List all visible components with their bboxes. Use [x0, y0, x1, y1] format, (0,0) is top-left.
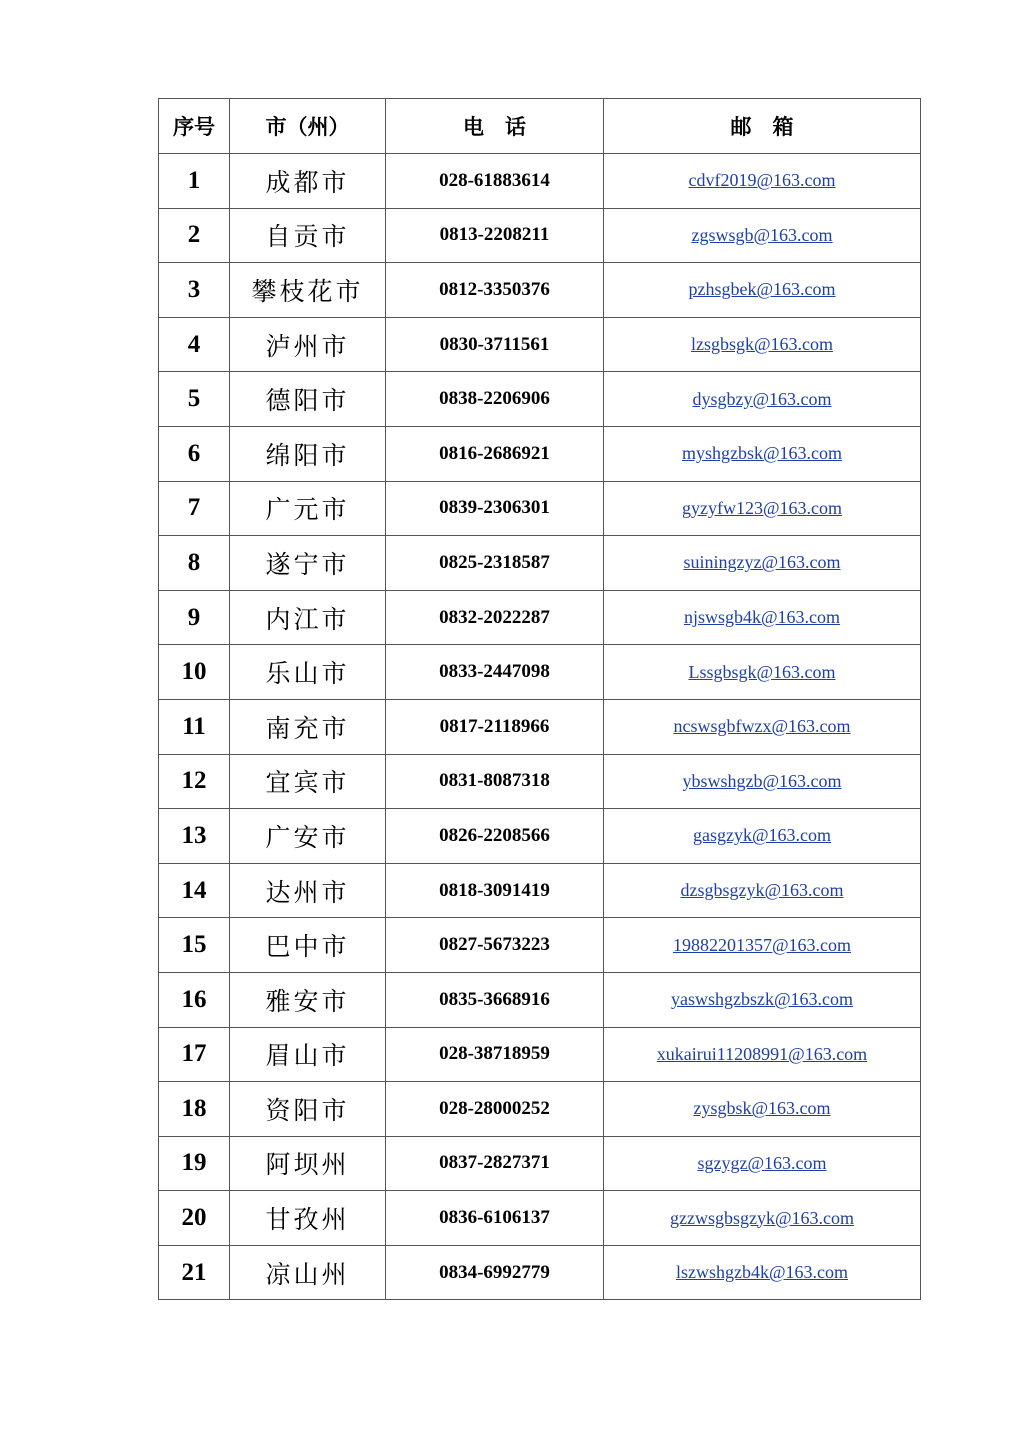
- phone-number: 0836-6106137: [386, 1191, 604, 1246]
- email-cell: [604, 699, 921, 754]
- phone-number: 0831-8087318: [386, 754, 604, 809]
- row-number: 19: [159, 1136, 230, 1191]
- city-name: 凉山州: [230, 1245, 386, 1300]
- row-number: 2: [159, 208, 230, 263]
- phone-number: 0837-2827371: [386, 1136, 604, 1191]
- email-link[interactable]: njswsgb4k@163.com: [683, 607, 841, 628]
- email-link[interactable]: gzzwsgbsgzyk@163.com: [669, 1207, 855, 1228]
- city-name: 雅安市: [230, 972, 386, 1027]
- row-number: 10: [159, 645, 230, 700]
- table-row: [159, 590, 921, 645]
- email-cell: [604, 863, 921, 918]
- email-link[interactable]: dysgbzy@163.com: [692, 388, 832, 409]
- row-number: 20: [159, 1191, 230, 1246]
- email-cell: [604, 208, 921, 263]
- email-cell: [604, 1191, 921, 1246]
- row-number: 14: [159, 863, 230, 918]
- table-row: [159, 754, 921, 809]
- city-name: 泸州市: [230, 317, 386, 372]
- table-row: [159, 1027, 921, 1082]
- email-cell: [604, 536, 921, 591]
- phone-number: 0839-2306301: [386, 481, 604, 536]
- phone-number: 0817-2118966: [386, 699, 604, 754]
- table-row: [159, 208, 921, 263]
- email-cell: [604, 754, 921, 809]
- email-cell: [604, 645, 921, 700]
- city-name: 资阳市: [230, 1082, 386, 1137]
- email-link[interactable]: lszwshgzb4k@163.com: [675, 1262, 849, 1283]
- row-number: 16: [159, 972, 230, 1027]
- phone-number: 0835-3668916: [386, 972, 604, 1027]
- phone-number: 028-38718959: [386, 1027, 604, 1082]
- city-name: 乐山市: [230, 645, 386, 700]
- table-row: [159, 154, 921, 209]
- phone-number: 028-28000252: [386, 1082, 604, 1137]
- table-row: [159, 1245, 921, 1300]
- phone-number: 0827-5673223: [386, 918, 604, 973]
- phone-number: 0834-6992779: [386, 1245, 604, 1300]
- city-name: 遂宁市: [230, 536, 386, 591]
- email-link[interactable]: 19882201357@163.com: [672, 934, 852, 955]
- row-number: 12: [159, 754, 230, 809]
- city-name: 达州市: [230, 863, 386, 918]
- row-number: 18: [159, 1082, 230, 1137]
- table-row: [159, 426, 921, 481]
- row-number: 8: [159, 536, 230, 591]
- city-name: 阿坝州: [230, 1136, 386, 1191]
- email-link[interactable]: myshgzbsk@163.com: [681, 443, 843, 464]
- email-cell: [604, 372, 921, 427]
- city-name: 绵阳市: [230, 426, 386, 481]
- email-cell: [604, 590, 921, 645]
- email-cell: [604, 154, 921, 209]
- phone-number: 0813-2208211: [386, 208, 604, 263]
- table-row: [159, 481, 921, 536]
- email-cell: [604, 918, 921, 973]
- email-link[interactable]: pzhsgbek@163.com: [688, 279, 836, 300]
- city-name: 巴中市: [230, 918, 386, 973]
- row-number: 3: [159, 263, 230, 318]
- table-row: [159, 645, 921, 700]
- email-cell: [604, 809, 921, 864]
- email-link[interactable]: ybswshgzb@163.com: [682, 770, 842, 791]
- email-cell: [604, 317, 921, 372]
- city-name: 眉山市: [230, 1027, 386, 1082]
- row-number: 17: [159, 1027, 230, 1082]
- table-row: [159, 1136, 921, 1191]
- email-cell: [604, 1245, 921, 1300]
- email-cell: [604, 1136, 921, 1191]
- phone-number: 0816-2686921: [386, 426, 604, 481]
- row-number: 15: [159, 918, 230, 973]
- email-link[interactable]: suiningzyz@163.com: [683, 552, 841, 573]
- email-cell: [604, 263, 921, 318]
- table-row: [159, 972, 921, 1027]
- email-link[interactable]: Lssgbsgk@163.com: [688, 661, 836, 682]
- header-no: 序号: [159, 99, 230, 154]
- email-link[interactable]: zgswsgb@163.com: [691, 224, 833, 245]
- document-page: [158, 98, 921, 1300]
- email-link[interactable]: zysgbsk@163.com: [693, 1098, 831, 1119]
- table-row: [159, 372, 921, 427]
- phone-number: 0812-3350376: [386, 263, 604, 318]
- city-name: 广安市: [230, 809, 386, 864]
- email-link[interactable]: dzsgbsgzyk@163.com: [680, 880, 844, 901]
- email-cell: [604, 426, 921, 481]
- row-number: 4: [159, 317, 230, 372]
- email-cell: [604, 972, 921, 1027]
- phone-number: 0830-3711561: [386, 317, 604, 372]
- row-number: 13: [159, 809, 230, 864]
- phone-number: 0832-2022287: [386, 590, 604, 645]
- table-row: [159, 699, 921, 754]
- city-name: 南充市: [230, 699, 386, 754]
- city-name: 宜宾市: [230, 754, 386, 809]
- email-link[interactable]: gasgzyk@163.com: [692, 825, 832, 846]
- table-row: [159, 918, 921, 973]
- email-link[interactable]: gyzyfw123@163.com: [681, 497, 843, 518]
- email-link[interactable]: ncswsgbfwzx@163.com: [673, 716, 851, 737]
- contact-table: [158, 98, 921, 1300]
- table-row: [159, 536, 921, 591]
- phone-number: 0838-2206906: [386, 372, 604, 427]
- table-row: [159, 809, 921, 864]
- email-cell: [604, 1027, 921, 1082]
- city-name: 广元市: [230, 481, 386, 536]
- row-number: 7: [159, 481, 230, 536]
- email-link[interactable]: lzsgbsgk@163.com: [690, 334, 834, 355]
- city-name: 攀枝花市: [230, 263, 386, 318]
- header-phone: 电 话: [386, 99, 604, 154]
- email-cell: [604, 1082, 921, 1137]
- row-number: 6: [159, 426, 230, 481]
- city-name: 自贡市: [230, 208, 386, 263]
- table-row: [159, 263, 921, 318]
- email-link[interactable]: sgzygz@163.com: [697, 1152, 827, 1173]
- header-row: [159, 99, 921, 154]
- city-name: 德阳市: [230, 372, 386, 427]
- email-cell: [604, 481, 921, 536]
- row-number: 9: [159, 590, 230, 645]
- city-name: 甘孜州: [230, 1191, 386, 1246]
- header-city: 市（州）: [230, 99, 386, 154]
- row-number: 11: [159, 699, 230, 754]
- phone-number: 0826-2208566: [386, 809, 604, 864]
- phone-number: 028-61883614: [386, 154, 604, 209]
- email-link[interactable]: xukairui11208991@163.com: [656, 1043, 868, 1064]
- table-row: [159, 1191, 921, 1246]
- table-row: [159, 1082, 921, 1137]
- row-number: 1: [159, 154, 230, 209]
- row-number: 5: [159, 372, 230, 427]
- phone-number: 0825-2318587: [386, 536, 604, 591]
- email-link[interactable]: yaswshgzbszk@163.com: [670, 989, 854, 1010]
- table-row: [159, 863, 921, 918]
- row-number: 21: [159, 1245, 230, 1300]
- header-email: 邮 箱: [604, 99, 921, 154]
- email-link[interactable]: cdvf2019@163.com: [688, 170, 836, 191]
- phone-number: 0833-2447098: [386, 645, 604, 700]
- phone-number: 0818-3091419: [386, 863, 604, 918]
- city-name: 内江市: [230, 590, 386, 645]
- city-name: 成都市: [230, 154, 386, 209]
- table-body: [159, 154, 921, 1300]
- table-row: [159, 317, 921, 372]
